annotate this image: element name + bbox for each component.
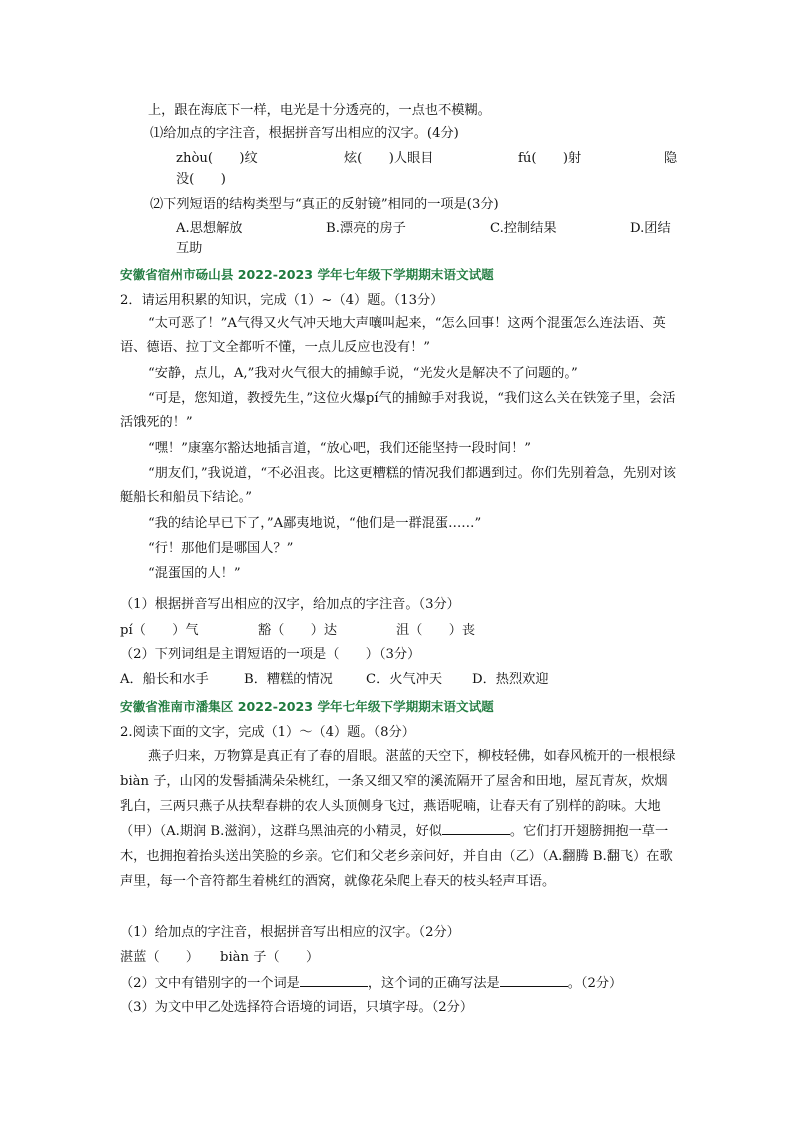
section-heading-suzhou: 安徽省宿州市砀山县 2022-2023 学年七年级下学期期末语文试题: [120, 267, 494, 282]
item-bianzi: biàn 子（ ）: [220, 950, 320, 965]
option-a: A．船长和水手: [120, 672, 209, 687]
option-b: B．糟糕的情况: [244, 672, 333, 687]
option-d: D．热烈欢迎: [472, 672, 549, 687]
item-zhou: zhòu( )纹: [176, 151, 258, 166]
item-ju: 沮（ ）丧: [396, 623, 476, 638]
dialogue-p1: “太可恶了！”A气得又火气冲天地大声嚷叫起来，“怎么回事！这两个混蛋怎么连法语、英语、德语、拉丁文全都听不懂，一点儿反应也没有！”: [120, 316, 666, 356]
section3-question-1: （1）给加点的字注音，根据拼音写出相应的汉字。（2分）: [120, 925, 460, 940]
item-xuan: 炫( )人眼目: [344, 151, 434, 166]
passage-text-b: 。它们打开翅膀拥抱一草一木，也拥抱着抬头送出笑脸的乡亲。它们和父老乡亲问好，并自由（乙）（A.翻腾 B.翻飞）在歌声里，每一个音符都生着桃红的酒窝，就像花朵爬上春天的枝头轻声耳语。: [120, 824, 673, 889]
section2-intro: 2．请运用积累的知识，完成（1）~（4）题。（13分）: [120, 293, 444, 308]
question-1: ⑴给加点的字注音，根据拼音写出相应的汉字。(4分): [150, 126, 459, 141]
dialogue-p7: “行！那他们是哪国人？”: [148, 541, 294, 556]
option-d-tail: 互助: [176, 241, 203, 256]
dialogue-p8: “混蛋国的人！”: [148, 566, 241, 581]
option-b: B.漂亮的房子: [326, 221, 406, 236]
question-2: ⑵下列短语的结构类型与“真正的反射镜”相同的一项是(3分): [150, 197, 499, 212]
section-heading-huainan: 安徽省淮南市潘集区 2022-2023 学年七年级下学期期末语文试题: [120, 699, 494, 714]
q2-text-b: ，这个词的正确写法是: [367, 976, 500, 991]
passage-continuation: 上，跟在海底下一样，电光是十分透亮的，一点也不模糊。: [148, 103, 491, 118]
passage-text-a: 燕子归来，万物算是真正有了春的眉眼。湛蓝的天空下，柳枝轻佛，如春风梳开的一根根绿 biàn 子，山冈的发髻插满朵朵桃红，一条又细又窄的溪流隔开了屋舍和田地，屋瓦青灰，炊烟乳白，三两只燕子从扶犁春耕的农人头顶侧身飞过，燕语呢喃，让春天有了别样的韵味。大地（甲）（A.期润 B.滋润），这群乌黑油亮的小精灵，好似: [120, 749, 676, 839]
option-c: C.控制结果: [490, 221, 557, 236]
item-zhanlan: 湛蓝（ ）: [120, 950, 200, 965]
dialogue-p4: “嘿！”康塞尔豁达地插言道，“放心吧，我们还能坚持一段时间！”: [148, 441, 532, 456]
answer-blank[interactable]: [442, 822, 510, 835]
section3-question-2: [120, 974, 680, 993]
item-pi: pí（ ）气: [120, 623, 199, 638]
reading-passage: [120, 744, 680, 894]
option-c: C．火气冲天: [366, 672, 443, 687]
option-a: A.思想解放: [176, 221, 243, 236]
item-mei: 没( ): [176, 172, 226, 187]
q2-text-a: （2）文中有错别字的一个词是: [120, 976, 300, 991]
section3-intro: 2.阅读下面的文字，完成（1）～（4）题。（8分）: [120, 725, 415, 740]
dialogue-p3: “可是，您知道，教授先生，”这位火爆pí气的捕鲸手对我说，“我们这么关在铁笼子里，会活活饿死的！”: [120, 391, 676, 431]
dialogue-p5: “朋友们，”我说道，“不必沮丧。比这更糟糕的情况我们都遇到过。你们先别着急，先别对该艇船长和船员下结论。”: [120, 466, 676, 506]
section2-question-2: （2）下列词组是主谓短语的一项是（ ）（3分）: [120, 647, 421, 662]
section2-question-1: （1）根据拼音写出相应的汉字，给加点的字注音。（3分）: [120, 597, 460, 612]
q2-text-c: 。（2分）: [567, 976, 623, 991]
blank-correct-word[interactable]: [500, 974, 568, 987]
section3-question-3: （3）为文中甲乙处选择符合语境的词语，只填字母。（2分）: [120, 1000, 474, 1015]
item-yin: 隐: [664, 151, 678, 166]
item-huo: 豁（ ）达: [258, 623, 338, 638]
item-fu: fú( )射: [518, 151, 582, 166]
option-d: D.团结: [630, 221, 671, 236]
dialogue-p2: “安静，点儿，A,”我对火气很大的捕鲸手说，“光发火是解决不了问题的。”: [148, 366, 578, 381]
dialogue-p6: “我的结论早已下了，”A鄙夷地说，“他们是一群混蛋……”: [148, 516, 482, 531]
blank-wrong-word[interactable]: [300, 974, 368, 987]
